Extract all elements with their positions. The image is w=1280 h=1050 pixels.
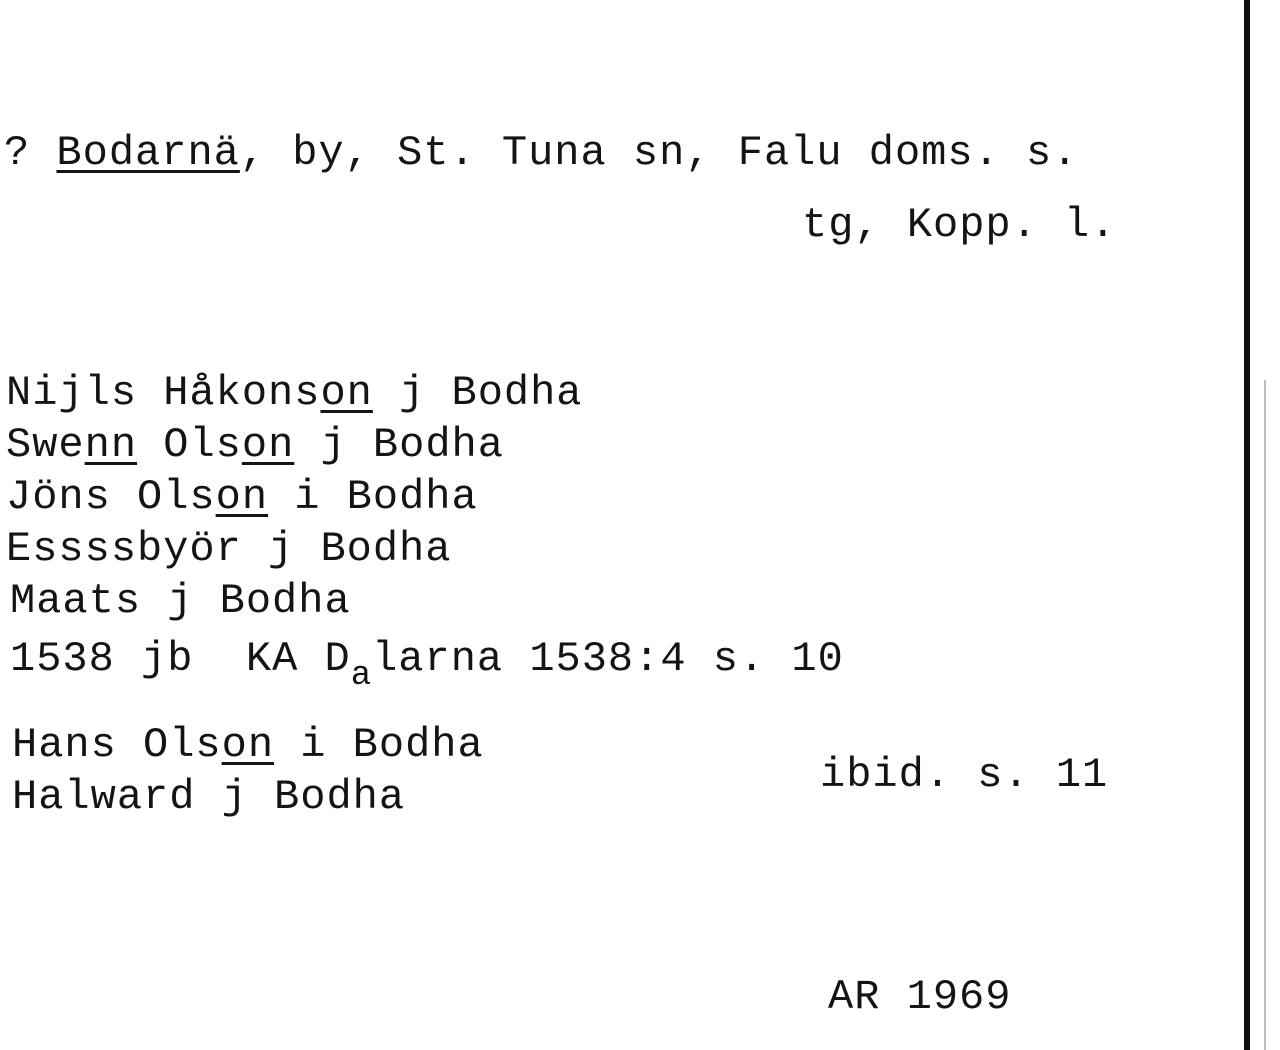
entry-4: Essssbyör j Bodha: [6, 525, 452, 573]
card-edge-line: [1244, 0, 1250, 1050]
entry-5: Maats j Bodha: [10, 577, 351, 625]
source-archive: KA $D_alarna$ 1538:4: [245, 635, 687, 695]
header-rest: , by, St. Tuna sn, Falu doms. s.: [239, 129, 1079, 177]
signature: AR 1969: [828, 973, 1012, 1021]
source-page: s. 10: [712, 635, 844, 683]
source-1538: [10, 635, 844, 695]
entry-2: Swenn Olson j Bodha: [6, 421, 504, 469]
card-edge-shadow: [1264, 380, 1266, 1050]
header-prefix: ?: [4, 129, 57, 177]
source-ibid: ibid. s. 11: [820, 751, 1109, 799]
entry-3: Jöns Olson i Bodha: [6, 473, 478, 521]
source-year: 1538 jb: [10, 635, 194, 683]
entry-7: Halward j Bodha: [12, 773, 406, 821]
entry-1: Nijls Håkonson j Bodha: [6, 369, 583, 417]
entry-6: Hans Olson i Bodha: [12, 721, 484, 769]
place-name: Bodarnä: [56, 129, 240, 177]
header-line-2: tg, Kopp. l.: [802, 201, 1117, 249]
header-line-1: [4, 129, 1079, 177]
